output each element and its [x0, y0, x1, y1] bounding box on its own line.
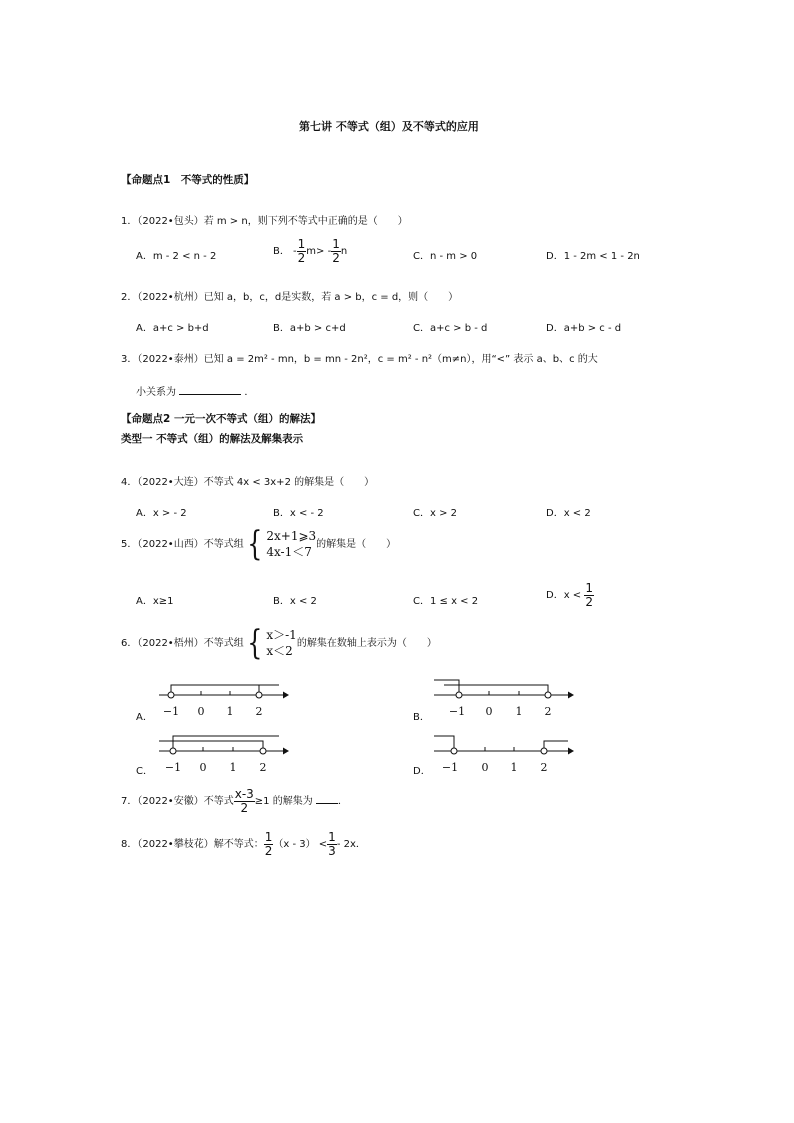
question-4-stem: 4．（2022•大连）不等式 4x < 3x+2 的解集是（ ） — [121, 477, 375, 488]
tick-label: 1 — [229, 761, 237, 774]
system-row-2: x＜2 — [266, 644, 293, 658]
open-point — [451, 748, 457, 754]
q1-option-d: D．1 - 2m < 1 - 2n — [546, 251, 640, 262]
q5-option-b: B．x < 2 — [273, 596, 317, 607]
q2-option-c: C．a+c > b - d — [413, 323, 488, 334]
question-2-stem: 2．（2022•杭州）已知 a，b，c，d是实数，若 a > b，c = d，则（ ） — [121, 292, 459, 303]
tick-label: −1 — [162, 705, 180, 718]
open-point — [541, 748, 547, 754]
q1-b-suffix: n — [340, 246, 348, 258]
solution-range — [544, 741, 568, 751]
tick-label: 2 — [540, 761, 548, 774]
tick-label: 2 — [259, 761, 267, 774]
q7-end: ． — [337, 796, 348, 808]
system-row-1: 2x+1⩾3 — [266, 528, 317, 543]
q8-prefix: 8．（2022•攀枝花）解不等式： — [121, 839, 264, 851]
answer-blank — [316, 803, 338, 804]
q6-option-b-label: B． — [413, 712, 430, 723]
q1-option-a: A．m - 2 < n - 2 — [136, 251, 217, 262]
q1-b-prefix: B． - — [273, 246, 297, 258]
fraction: $\frac{1}{2}$ — [332, 237, 340, 265]
arrow-icon — [283, 692, 289, 699]
question-3-stem: 3．（2022•泰州）已知 a = 2m² - mn，b = mn - 2n²，c = m² - n²（m≠n），用“<” 表示 a、b、c 的大 — [121, 354, 598, 365]
q5-option-a: A．x≥1 — [136, 596, 174, 607]
open-point — [256, 692, 262, 698]
brace-icon: { — [246, 524, 263, 564]
q2-option-b: B．a+b > c+d — [273, 323, 346, 334]
number-line-a — [155, 679, 290, 721]
q5-d-prefix: D．x < — [546, 590, 582, 602]
q7-suffix: ≥1 的解集为 — [254, 796, 313, 808]
tick-label: 1 — [515, 705, 523, 718]
fraction: $\frac{1}{3}$ — [328, 830, 336, 858]
tick-label: 2 — [255, 705, 263, 718]
arrow-icon — [568, 692, 574, 699]
open-point — [456, 692, 462, 698]
q1-b-mid: m> - — [306, 246, 332, 258]
q8-suffix: - 2x． — [336, 839, 366, 851]
system-row-2: 4x-1＜7 — [266, 545, 312, 559]
section-heading-1: 【命题点1 不等式的性质】 — [121, 174, 255, 186]
q7-prefix: 7．（2022•安徽）不等式 — [121, 796, 234, 808]
fraction: $\frac{x-3}{2}$ — [234, 787, 254, 815]
q3-text: 小关系为 — [136, 387, 176, 398]
number-line-d — [430, 733, 575, 777]
arrow-icon — [283, 748, 289, 755]
solution-range — [171, 685, 259, 695]
question-5-stem — [121, 524, 397, 564]
section-heading-2: 【命题点2 一元一次不等式（组）的解法】 — [121, 413, 321, 425]
number-line-b — [430, 677, 575, 721]
fraction: $\frac{1}{2}$ — [264, 830, 273, 858]
tick-label: 1 — [510, 761, 518, 774]
tick-label: 0 — [481, 761, 489, 774]
system-row-1: x＞-1 — [266, 627, 297, 642]
tick-label: −1 — [448, 705, 466, 718]
question-6-stem — [121, 623, 437, 663]
q4-option-d: D．x < 2 — [546, 508, 591, 519]
answer-blank — [179, 394, 241, 395]
tick-label: −1 — [441, 761, 459, 774]
open-point — [260, 748, 266, 754]
page-title: 第七讲 不等式（组）及不等式的应用 — [299, 120, 479, 133]
q4-option-b: B．x < - 2 — [273, 508, 324, 519]
open-point — [170, 748, 176, 754]
tick-label: 1 — [226, 705, 234, 718]
brace-icon: { — [246, 623, 263, 663]
question-3-line2 — [136, 383, 254, 398]
question-1-stem: 1．（2022•包头）若 m > n，则下列不等式中正确的是（ ） — [121, 216, 408, 227]
q2-option-d: D．a+b > c - d — [546, 323, 622, 334]
q6-option-c-label: C． — [136, 766, 153, 777]
open-point — [168, 692, 174, 698]
open-point — [545, 692, 551, 698]
fraction: $\frac{1}{2}$ — [297, 237, 306, 265]
tick-label: 2 — [544, 705, 552, 718]
fraction: $\frac{1}{2}$ — [585, 581, 594, 609]
tick-label: −1 — [164, 761, 182, 774]
number-line-c — [155, 733, 290, 777]
q5-option-c: C．1 ≤ x < 2 — [413, 596, 479, 607]
solution-range — [434, 680, 459, 695]
q6-option-d-label: D． — [413, 766, 431, 777]
arrow-icon — [568, 748, 574, 755]
tick-label: 0 — [485, 705, 493, 718]
q5-prefix: 5．（2022•山西）不等式组 — [121, 539, 244, 550]
q1-option-b — [273, 238, 347, 264]
q6-suffix: 的解集在数轴上表示为（ ） — [296, 638, 437, 649]
q4-option-c: C．x > 2 — [413, 508, 457, 519]
q6-option-a-label: A． — [136, 712, 153, 723]
tick-label: 0 — [199, 761, 207, 774]
q5-suffix: 的解集是（ ） — [316, 539, 397, 550]
q6-prefix: 6．（2022•梧州）不等式组 — [121, 638, 244, 649]
inequality-system — [244, 623, 297, 663]
tick-label: 0 — [197, 705, 205, 718]
q5-option-d — [546, 582, 594, 608]
solution-range — [434, 736, 454, 751]
q2-option-a: A．a+c > b+d — [136, 323, 209, 334]
question-7-stem — [121, 788, 348, 814]
question-8-stem — [121, 831, 366, 857]
q1-option-c: C．n - m > 0 — [413, 251, 478, 262]
inequality-system — [244, 524, 317, 564]
q3-end: ． — [244, 387, 255, 398]
type-heading-1: 类型一 不等式（组）的解法及解集表示 — [121, 433, 304, 445]
q4-option-a: A．x > - 2 — [136, 508, 187, 519]
q8-mid: （x - 3） < — [273, 839, 328, 851]
